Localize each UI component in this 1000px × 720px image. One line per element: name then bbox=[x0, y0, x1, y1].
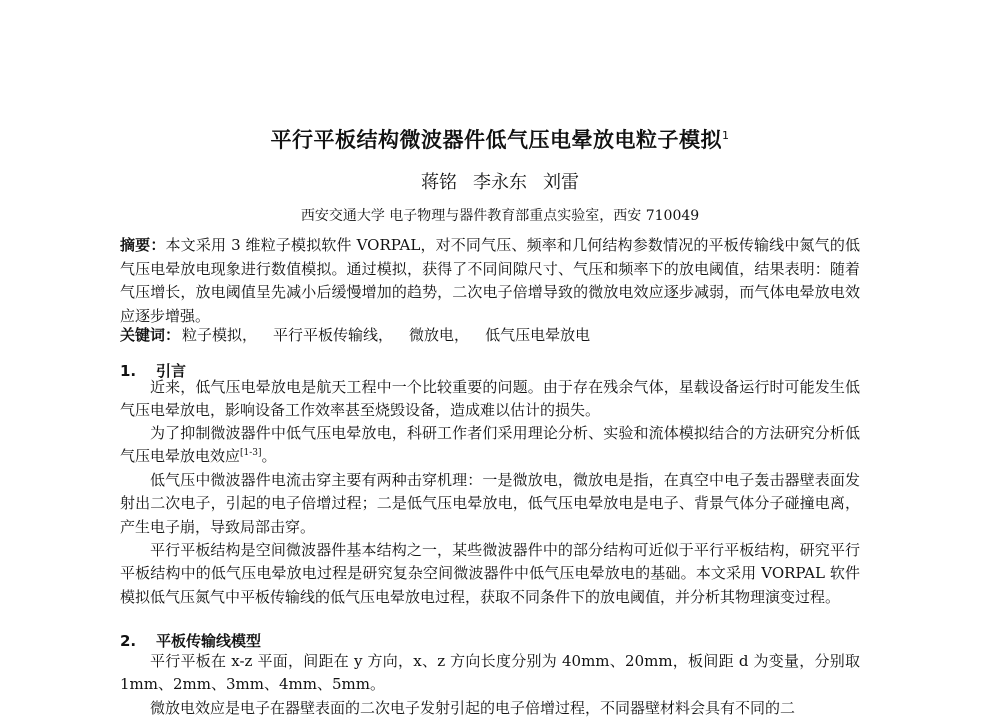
section-heading: 1. 引言 bbox=[120, 362, 187, 380]
paragraph: 近来，低气压电晕放电是航天工程中一个比较重要的问题。由于存在残余气体，星载设备运行时可能发生低气压电晕放电，影响设备工作效率甚至烧毁设备，造成难以估计的损失。 bbox=[120, 378, 860, 420]
abstract bbox=[120, 234, 860, 328]
paragraph: 平行平板结构是空间微波器件基本结构之一，某些微波器件中的部分结构可近似于平行平板结构，研究平行平板结构中的低气压电晕放电过程是研究复杂空间微波器件中低气压电晕放电的基础。本文采用 VORPAL 软件模拟低气压氮气中平板传输线的低气压电晕放电过程，获取不同条件下的放电阈值，并分析其物理演变过程。 bbox=[120, 541, 860, 606]
paragraph: 为了抑制微波器件中低气压电晕放电，科研工作者们采用理论分析、实验和流体模拟结合的方法研究分析低气压电晕放电效应[1-3]。 bbox=[120, 424, 860, 466]
keyword: 低气压电晕放电 bbox=[485, 326, 591, 344]
author-list bbox=[0, 168, 1000, 194]
author: 蒋铭 bbox=[421, 172, 457, 193]
keyword: 粒子模拟， bbox=[182, 326, 258, 344]
paper-title: 平行平板结构微波器件低气压电晕放电粒子模拟$^1$ bbox=[270, 128, 730, 152]
abstract-text: 本文采用 3 维粒子模拟软件 VORPAL，对不同气压、频率和几何结构参数情况的平板传输线中氮气的低气压电晕放电现象进行数值模拟。通过模拟，获得了不同间隙尺寸、气压和频率下的放电阈值，结果表明：随着气压增长，放电阈值呈先减小后缓慢增加的趋势，二次电子倍增导致的微放电效应逐步减弱，而气体电晕放电效应逐步增强。 bbox=[120, 236, 860, 325]
section-heading: 2. 平板传输线模型 bbox=[120, 632, 262, 650]
title-footnote-mark: 1 bbox=[722, 129, 730, 142]
paragraph: 平行平板在 x-z 平面，间距在 y 方向，x、z 方向长度分别为 40mm、20mm，板间距 d 为变量，分别取 1mm、2mm、3mm、4mm、5mm。 bbox=[120, 652, 860, 694]
paragraph: 微放电效应是电子在器壁表面的二次电子发射引起的电子倍增过程，不同器壁材料会具有不同的二 bbox=[150, 699, 796, 717]
keyword: 微放电， bbox=[409, 326, 470, 344]
paragraph: 低气压中微波器件电流击穿主要有两种击穿机理：一是微放电，微放电是指，在真空中电子轰击器壁表面发射出二次电子，引起的电子倍增过程；二是低气压电晕放电，低气压电晕放电是电子、背景气体分子碰撞电离，产生电子崩，导致局部击穿。 bbox=[120, 471, 860, 536]
keywords bbox=[120, 324, 860, 348]
keyword: 平行平板传输线， bbox=[273, 326, 394, 344]
keywords-label: 关键词： bbox=[120, 326, 181, 344]
abstract-label: 摘要： bbox=[120, 236, 166, 254]
author: 刘雷 bbox=[543, 172, 579, 193]
citation: [1-3] bbox=[240, 448, 262, 459]
affiliation: 西安交通大学 电子物理与器件教育部重点实验室，西安 710049 bbox=[300, 208, 700, 224]
author: 李永东 bbox=[473, 172, 527, 193]
